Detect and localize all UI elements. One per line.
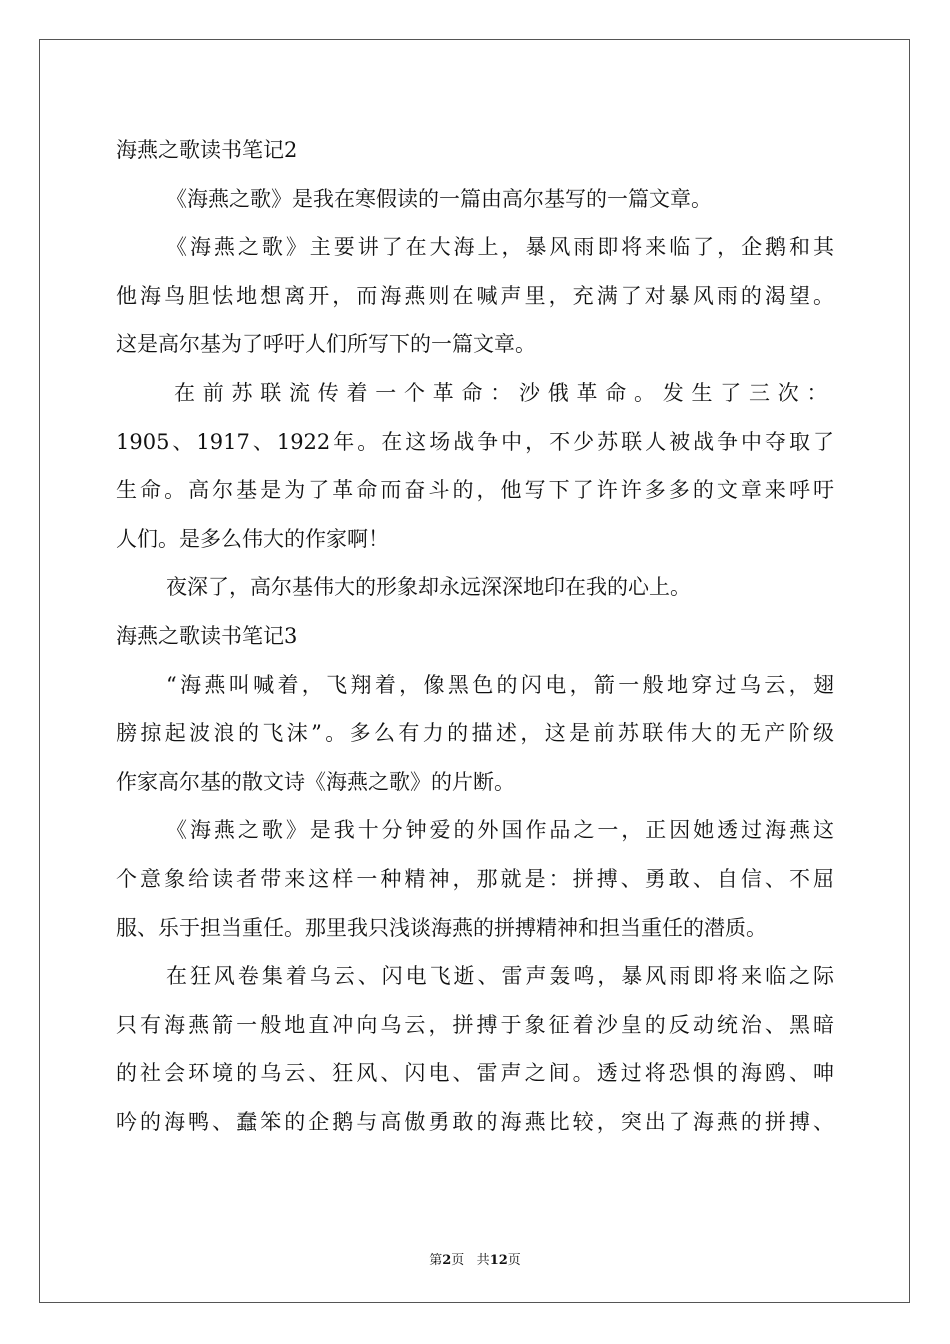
- paragraph-line: 作家高尔基的散文诗《海燕之歌》的片断。: [116, 769, 515, 794]
- total-prefix: 共: [476, 1253, 490, 1268]
- paragraph-line: “海燕叫喊着，飞翔着，像黑色的闪电，箭一般地穿过乌云，翅: [166, 672, 834, 697]
- paragraph-line: 夜深了，高尔基伟大的形象却永远深深地印在我的心上。: [166, 575, 691, 600]
- paragraph-line: 1905、1917、1922年。在这场战争中，不少苏联人被战争中夺取了: [116, 429, 834, 454]
- paragraph-line: 《海燕之歌》是我在寒假读的一篇由高尔基写的一篇文章。: [166, 186, 712, 211]
- page-suffix: 页: [451, 1253, 465, 1268]
- section-heading: 海燕之歌读书笔记2: [116, 138, 298, 162]
- page-footer: [0, 1249, 950, 1268]
- total-pages: 12: [489, 1253, 508, 1268]
- section-heading: 海燕之歌读书笔记3: [116, 623, 298, 648]
- total-suffix: 页: [507, 1253, 521, 1268]
- paragraph-line: 的社会环境的乌云、狂风、闪电、雷声之间。透过将恐惧的海鸥、呻: [116, 1061, 834, 1086]
- paragraph-line: 《海燕之歌》是我十分钟爱的外国作品之一，正因她透过海燕这: [166, 818, 834, 843]
- paragraph-line: 他海鸟胆怯地想离开，而海燕则在喊声里，充满了对暴风雨的渴望。: [116, 283, 834, 308]
- paragraph-line: 这是高尔基为了呼吁人们所写下的一篇文章。: [116, 332, 536, 357]
- paragraph-line: 服、乐于担当重任。那里我只浅谈海燕的拼搏精神和担当重任的潜质。: [116, 915, 767, 940]
- paragraph-line: 在狂风卷集着乌云、闪电飞逝、雷声轰鸣，暴风雨即将来临之际: [166, 964, 834, 989]
- document-body: [116, 126, 834, 1146]
- page-prefix: 第: [429, 1253, 443, 1268]
- paragraph-line: 人们。是多么伟大的作家啊！: [116, 526, 389, 551]
- paragraph-line: 只有海燕箭一般地直冲向乌云，拼搏于象征着沙皇的反动统治、黑暗: [116, 1012, 834, 1037]
- paragraph-line: 《海燕之歌》主要讲了在大海上，暴风雨即将来临了，企鹅和其: [166, 235, 834, 260]
- page-number: 2: [442, 1253, 452, 1268]
- paragraph-line: 个意象给读者带来这样一种精神，那就是：拼搏、勇敢、自信、不屈: [116, 866, 834, 891]
- paragraph-line: 在前苏联流传着一个革命：沙俄革命。发生了三次：: [174, 380, 834, 405]
- paragraph-line: 吟的海鸭、蠢笨的企鹅与高傲勇敢的海燕比较，突出了海燕的拼搏、: [116, 1109, 834, 1134]
- paragraph-line: 膀掠起波浪的飞沫”。多么有力的描述，这是前苏联伟大的无产阶级: [116, 721, 834, 746]
- paragraph-line: 生命。高尔基是为了革命而奋斗的，他写下了许许多多的文章来呼吁: [116, 478, 834, 503]
